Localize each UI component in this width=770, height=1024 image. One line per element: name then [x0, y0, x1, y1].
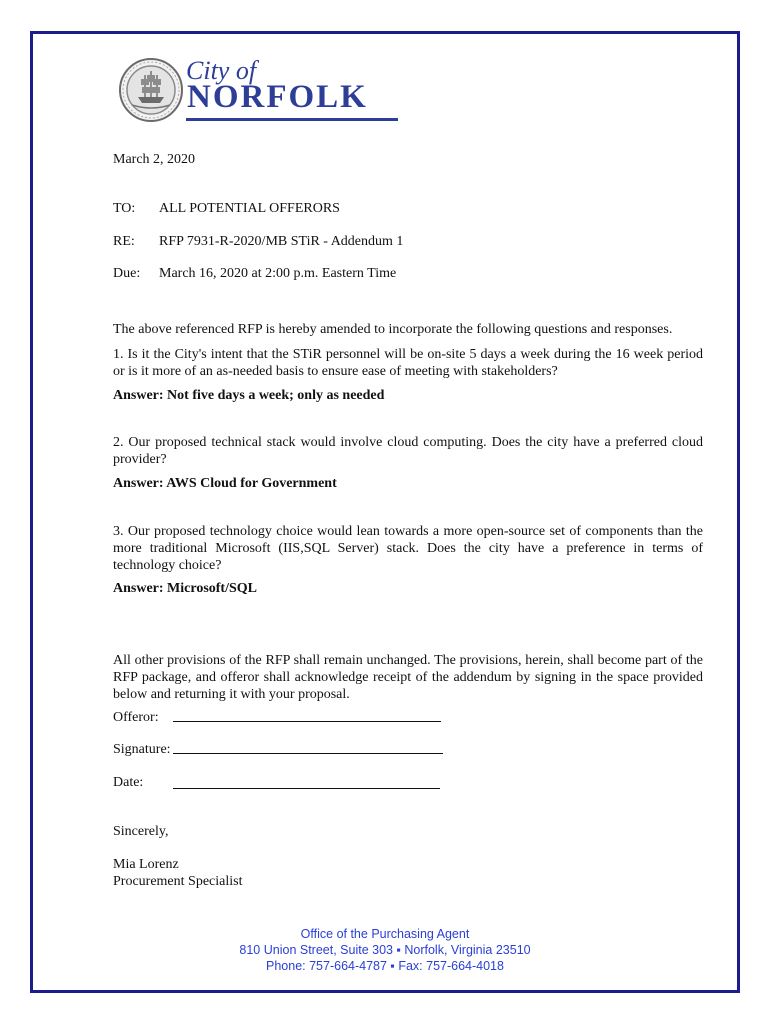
footer-office: Office of the Purchasing Agent	[300, 927, 470, 941]
signer-title: Procurement Specialist	[113, 874, 243, 889]
closing: Sincerely,	[113, 824, 169, 839]
logo-norfolk-text: NORFOLK	[187, 79, 368, 115]
question-2: 2. Our proposed technical stack would involve cloud computing. Does the city have a preferred cloud provider?	[113, 435, 703, 467]
signature-field-line[interactable]	[173, 753, 443, 754]
answer-3: Answer: Microsoft/SQL	[113, 581, 257, 596]
re-label: RE:	[113, 234, 135, 249]
due-label: Due:	[113, 266, 141, 281]
to-value: ALL POTENTIAL OFFERORS	[159, 201, 340, 216]
footer-address: 810 Union Street, Suite 303 ▪ Norfolk, Virginia 23510	[239, 943, 531, 957]
offeror-label: Offeror:	[113, 710, 159, 725]
page-border	[30, 31, 740, 993]
answer-2: Answer: AWS Cloud for Government	[113, 476, 337, 491]
letter-date: March 2, 2020	[113, 152, 196, 167]
re-value: RFP 7931-R-2020/MB STiR - Addendum 1	[159, 234, 404, 249]
signature-label: Signature:	[113, 742, 171, 757]
logo-divider	[186, 118, 398, 121]
offeror-field-line[interactable]	[173, 721, 441, 722]
to-label: TO:	[113, 201, 136, 216]
date-label: Date:	[113, 775, 144, 790]
question-3: 3. Our proposed technology choice would lean towards a more open-source set of components than the more traditional Microsoft (IIS,SQL Server) stack. Does the city have a preference in terms of technology choice?	[113, 524, 703, 573]
footer-phone-fax: Phone: 757-664-4787 ▪ Fax: 757-664-4018	[266, 959, 504, 973]
logo-city-text: City of	[186, 56, 257, 85]
intro-paragraph: The above referenced RFP is hereby amended to incorporate the following questions and responses.	[113, 322, 673, 337]
question-1: 1. Is it the City's intent that the STiR personnel will be on-site 5 days a week during the 16 week period or is it more of an as-needed basis to ensure ease of meeting with stakeholders?	[113, 347, 703, 379]
date-field-line[interactable]	[173, 788, 440, 789]
due-value: March 16, 2020 at 2:00 p.m. Eastern Time	[159, 266, 397, 281]
city-seal-icon	[118, 57, 184, 123]
answer-1: Answer: Not five days a week; only as needed	[113, 388, 385, 403]
provisions-paragraph: All other provisions of the RFP shall remain unchanged. The provisions, herein, shall become part of the RFP package, and offeror shall acknowledge receipt of the addendum by signing in the space provided below and returning it with your proposal.	[113, 653, 703, 702]
signer-name: Mia Lorenz	[113, 857, 179, 872]
